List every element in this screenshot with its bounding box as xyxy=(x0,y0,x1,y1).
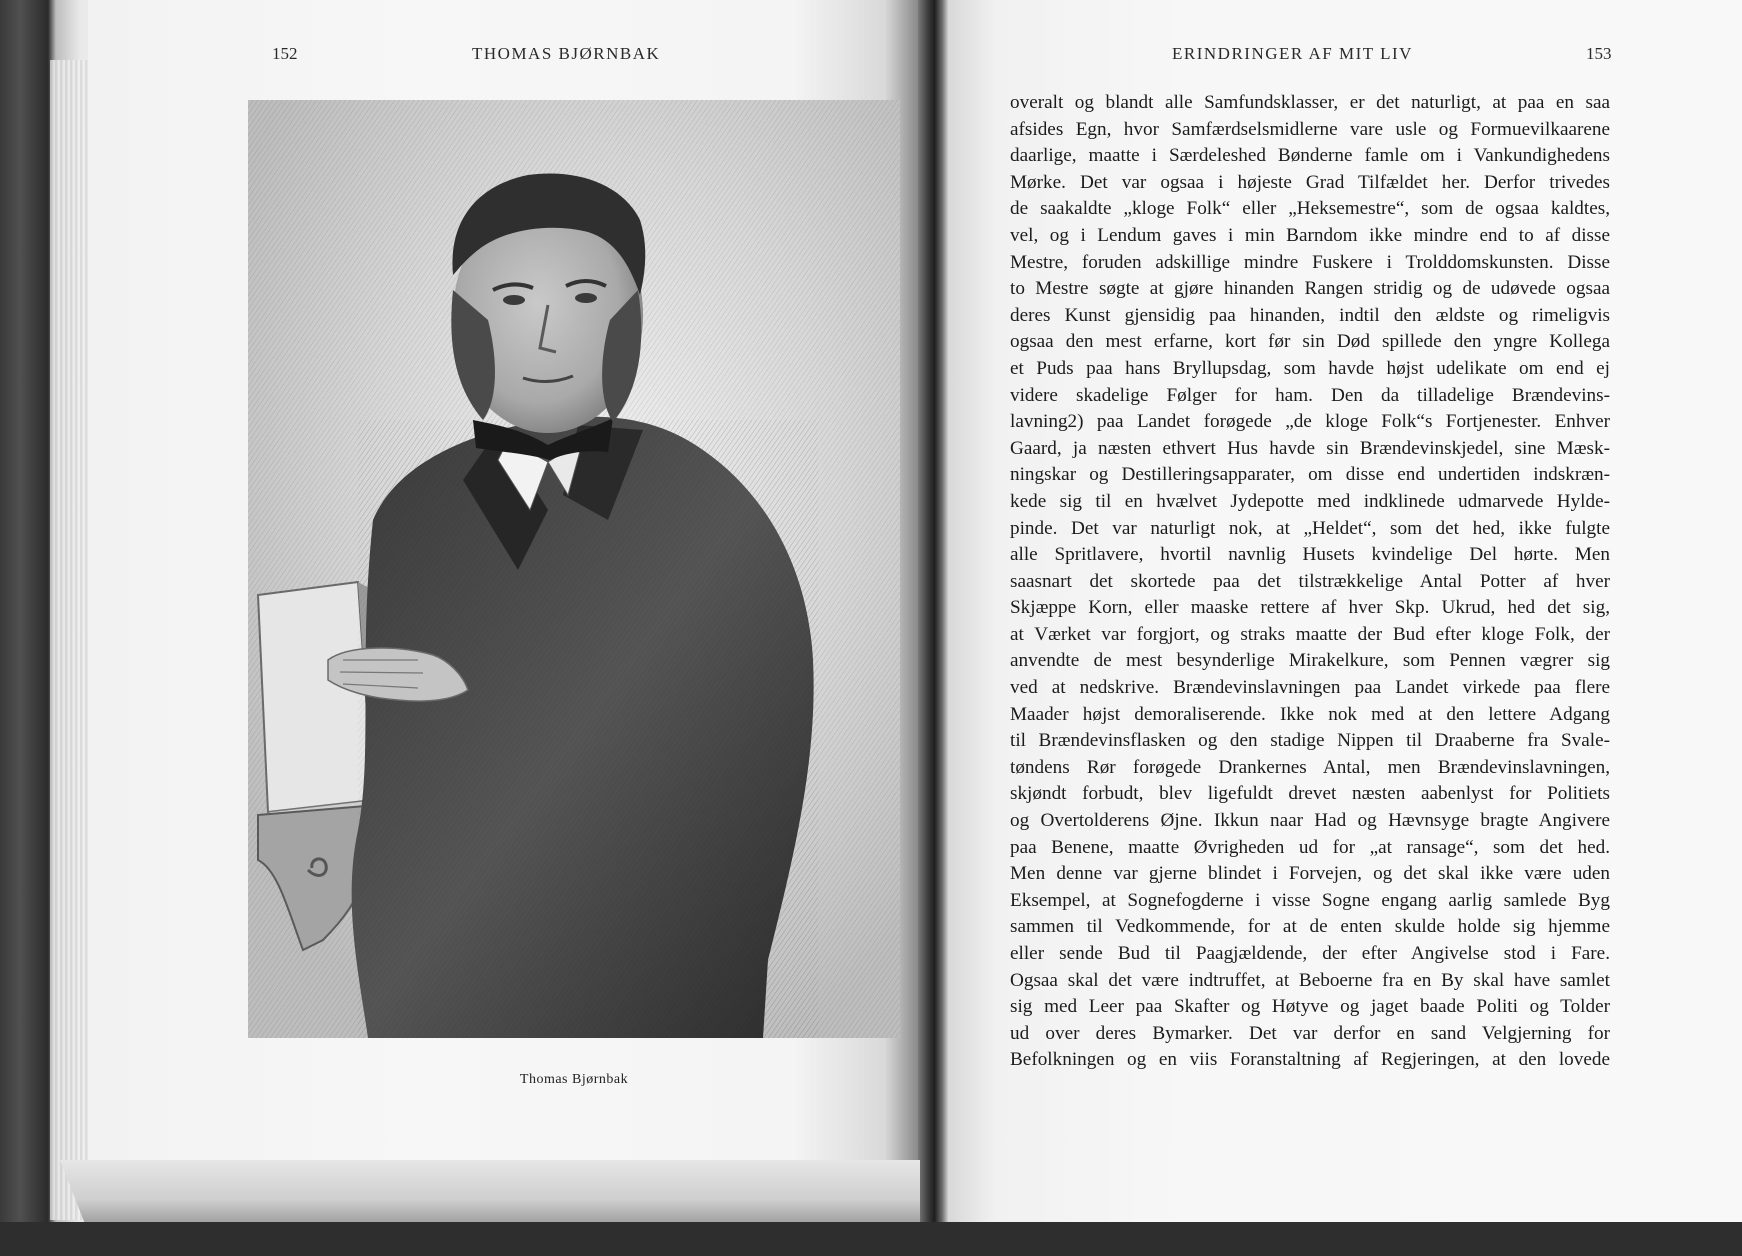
text-line: daarlige, maatte i Særdeleshed Bønderne famle om i Vankundighedens xyxy=(1010,145,1610,167)
text-line: alle Spritlavere, hvortil navnlig Husets kvindelige Del hørte. Men xyxy=(1010,544,1610,566)
text-line: anvendte de mest besynderlige Mirakelkure, som Pennen vægrer sig xyxy=(1010,650,1610,672)
text-line: kede sig til en hvælvet Jydepotte med indklinede udmarvede Hylde- xyxy=(1010,490,1610,512)
scanner-background xyxy=(0,1222,1742,1256)
portrait-engraving xyxy=(248,100,900,1038)
text-line: pinde. Det var naturligt nok, at „Heldet“, som det hed, ikke fulgte xyxy=(1010,517,1610,539)
page-edges xyxy=(50,60,88,1220)
text-line: Skjæppe Korn, eller maaske rettere af hver Skp. Ukrud, hed det sig, xyxy=(1010,597,1610,619)
text-line: Maader højst demoraliserende. Ikke nok med at den lettere Adgang xyxy=(1010,703,1610,725)
text-line: Gaard, ja næsten ethvert Hus havde sin Brændevinskjedel, sine Mæsk- xyxy=(1010,437,1610,459)
text-line: og Overtolderens Øjne. Ikkun naar Had og Hævnsyge bragte Angivere xyxy=(1010,810,1610,832)
text-line: vel, og i Lendum gaves i min Barndom ikke mindre end to af disse xyxy=(1010,224,1610,246)
text-line: Ogsaa skal det være indtruffet, at Beboerne fra en By skal have samlet xyxy=(1010,969,1610,991)
text-line: de saakaldte „kloge Folk“ eller „Heksemestre“, som de ogsaa kaldtes, xyxy=(1010,198,1610,220)
text-line: ogsaa den mest erfarne, kort før sin Død spillede den yngre Kollega xyxy=(1010,331,1610,353)
text-line: Mørke. Det var ogsaa i højeste Grad Tilfældet her. Derfor trivedes xyxy=(1010,171,1610,193)
text-line: Mestre, foruden adskillige mindre Fuskere i Trolddomskunsten. Disse xyxy=(1010,251,1610,273)
left-page-number: 152 xyxy=(272,44,298,63)
text-line: at Værket var forgjort, og straks maatte der Bud efter kloge Folk, der xyxy=(1010,623,1610,645)
text-line: overalt og blandt alle Samfundsklasser, er det naturligt, at paa en saa xyxy=(1010,92,1610,113)
text-line: til Brændevinsflasken og den stadige Nippen til Draaberne fra Svale- xyxy=(1010,730,1610,752)
text-line: ud over deres Bymarker. Det var derfor en sand Velgjerning for xyxy=(1010,1022,1610,1044)
book-gutter xyxy=(918,0,948,1256)
text-line: tøndens Rør forøgede Drankernes Antal, men Brændevinslavningen, xyxy=(1010,756,1610,778)
portrait-drawing xyxy=(248,100,900,1038)
left-running-head: THOMAS BJØRNBAK xyxy=(472,44,661,63)
text-line: paa Benene, maatte Øvrigheden ud for „at ransage“, som det hed. xyxy=(1010,836,1610,858)
text-line: ningskar og Destilleringsapparater, om disse end undertiden indskræn- xyxy=(1010,464,1610,486)
body-text xyxy=(1010,90,1610,1074)
text-line: eller sende Bud til Paagjældende, der efter Angivelse stod i Fare. xyxy=(1010,943,1610,964)
right-running-head: ERINDRINGER AF MIT LIV xyxy=(1172,44,1413,63)
text-line: afsides Egn, hvor Samfærdselsmidlerne vare usle og Formuevilkaarene xyxy=(1010,118,1610,140)
text-line: sammen til Vedkommende, for at de enten skulde holde sig hjemme xyxy=(1010,916,1610,938)
text-line: deres Kunst gjensidig paa hinanden, indtil den ældste og rimeligvis xyxy=(1010,304,1610,326)
page-stack-bottom xyxy=(60,1160,920,1226)
text-line: to Mestre søgte at gjøre hinanden Rangen stridig og de udøvede ogsaa xyxy=(1010,278,1610,300)
text-line: sig med Leer paa Skafter og Høtyve og jaget baade Politi og Tolder xyxy=(1010,996,1610,1018)
text-line: ved at nedskrive. Brændevinslavningen paa Landet virkede paa flere xyxy=(1010,677,1610,699)
text-line: Befolkningen og en viis Foranstaltning af Regjeringen, at den lovede xyxy=(1010,1049,1610,1071)
text-line: Men denne var gjerne blindet i Forvejen, og det skal ikke være uden xyxy=(1010,863,1610,885)
portrait-caption: Thomas Bjørnbak xyxy=(519,1072,629,1087)
right-page-number: 153 xyxy=(1586,44,1612,63)
text-line: et Puds paa hans Bryllupsdag, som havde højst udelikate om end ej xyxy=(1010,357,1610,379)
text-line: saasnart det skortede paa det tilstrækkelige Antal Potter af hver xyxy=(1010,570,1610,592)
text-line: videre skadelige Følger for ham. Den da tilladelige Brændevins- xyxy=(1010,384,1610,406)
text-line: lavning2) paa Landet forøgede „de kloge Folk“s Fortjenester. Enhver xyxy=(1010,411,1610,433)
text-line: Eksempel, at Sognefogderne i visse Sogne engang aarlig samlede Byg xyxy=(1010,889,1610,911)
text-line: skjøndt forbudt, blev ligefuldt drevet næsten aabenlyst for Politiets xyxy=(1010,783,1610,805)
